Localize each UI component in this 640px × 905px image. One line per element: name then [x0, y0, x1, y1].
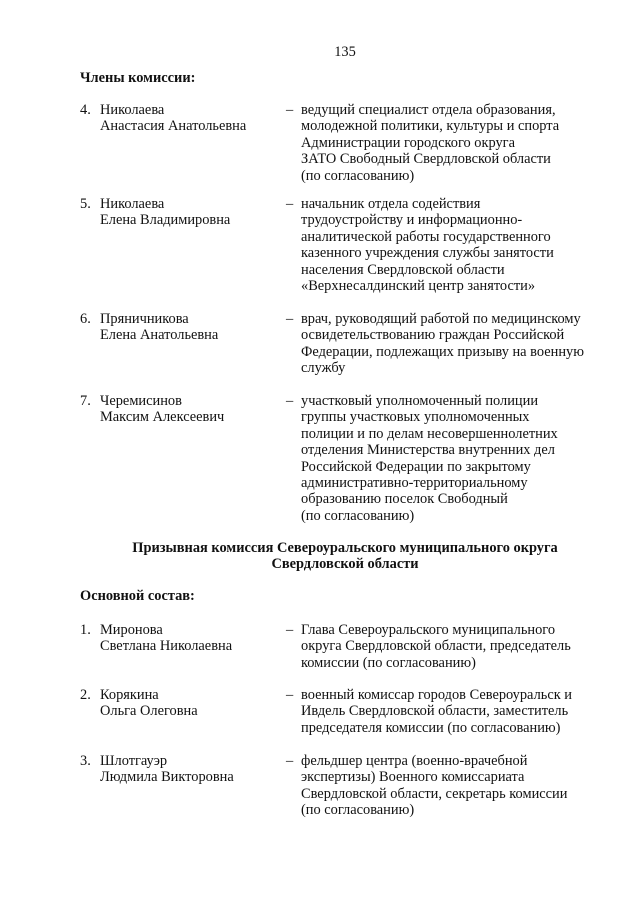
position-line: освидетельствованию граждан Российской	[301, 327, 565, 344]
member-name	[100, 311, 290, 344]
position-line: полиции и по делам несовершеннолетних	[301, 425, 558, 442]
member-surname: Черемисинов	[100, 393, 182, 409]
member-name	[100, 687, 290, 720]
dash-separator: –	[286, 753, 294, 769]
member-surname: Корякина	[100, 687, 159, 703]
member-given-names: Людмила Викторовна	[100, 769, 234, 786]
position-line: молодежной политики, культуры и спорта	[301, 118, 560, 135]
position-line: службу	[301, 360, 346, 377]
member-position	[301, 393, 626, 524]
position-line: группы участковых уполномоченных	[301, 409, 530, 426]
entry-number: 4.	[80, 102, 91, 118]
member-position	[301, 102, 626, 184]
position-line: (по согласованию)	[301, 507, 415, 524]
member-position	[301, 687, 626, 736]
member-surname: Миронова	[100, 622, 163, 638]
member-name	[100, 102, 290, 135]
position-line: населения Свердловской области	[301, 261, 505, 278]
position-line: Российской Федерации по закрытому	[301, 458, 531, 475]
dash-separator: –	[286, 687, 294, 703]
member-given-names: Анастасия Анатольевна	[100, 118, 247, 135]
position-line: военный комиссар городов Североуральск и	[301, 687, 572, 703]
main-composition-heading: Основной состав:	[80, 588, 195, 604]
member-given-names: Ольга Олеговна	[100, 703, 198, 720]
entry-number: 3.	[80, 753, 91, 769]
position-line: (по согласованию)	[301, 167, 415, 184]
page-number: 135	[334, 44, 356, 60]
member-surname: Николаева	[100, 102, 165, 118]
member-name	[100, 196, 290, 229]
position-line: округа Свердловской области, председатель	[301, 638, 571, 655]
position-line: административно-территориальному	[301, 475, 528, 492]
dash-separator: –	[286, 102, 294, 118]
entry-number: 5.	[80, 196, 91, 212]
position-line: аналитической работы государственного	[301, 228, 551, 245]
dash-separator: –	[286, 196, 294, 212]
position-line: участковый уполномоченный полиции	[301, 393, 539, 409]
member-name	[100, 622, 290, 655]
dash-separator: –	[286, 393, 294, 409]
position-line: казенного учреждения службы занятости	[301, 245, 554, 262]
member-name	[100, 753, 290, 786]
commission-title	[80, 540, 610, 573]
position-line: Глава Североуральского муниципального	[301, 622, 556, 638]
member-surname: Пряничникова	[100, 311, 189, 327]
entry-number: 1.	[80, 622, 91, 638]
member-position	[301, 622, 626, 671]
dash-separator: –	[286, 311, 294, 327]
member-given-names: Светлана Николаевна	[100, 638, 233, 655]
entry-number: 7.	[80, 393, 91, 409]
member-surname: Николаева	[100, 196, 165, 212]
position-line: Администрации городского округа	[301, 134, 515, 151]
position-line: Ивдель Свердловской области, заместитель	[301, 703, 569, 720]
members-heading: Члены комиссии:	[80, 70, 196, 86]
entry-number: 2.	[80, 687, 91, 703]
dash-separator: –	[286, 622, 294, 638]
member-given-names: Максим Алексеевич	[100, 409, 225, 426]
member-surname: Шлотгауэр	[100, 753, 168, 769]
position-line: ведущий специалист отдела образования,	[301, 102, 556, 118]
position-line: экспертизы) Военного комиссариата	[301, 769, 525, 786]
position-line: отделения Министерства внутренних дел	[301, 442, 555, 459]
position-line: Федерации, подлежащих призыву на военную	[301, 343, 584, 360]
position-line: комиссии (по согласованию)	[301, 654, 476, 671]
position-line: (по согласованию)	[301, 802, 415, 819]
position-line: образованию поселок Свободный	[301, 491, 508, 508]
commission-title-line: Призывная комиссия Североуральского муниципального округа	[132, 540, 558, 556]
position-line: Свердловской области, секретарь комиссии	[301, 785, 568, 802]
member-position	[301, 753, 626, 819]
position-line: фельдшер центра (военно-врачебной	[301, 753, 528, 769]
position-line: трудоустройству и информационно-	[301, 212, 523, 229]
member-name	[100, 393, 290, 426]
position-line: начальник отдела содействия	[301, 196, 481, 212]
position-line: ЗАТО Свободный Свердловской области	[301, 151, 551, 168]
member-position	[301, 311, 626, 377]
entry-number: 6.	[80, 311, 91, 327]
member-given-names: Елена Анатольевна	[100, 327, 219, 344]
commission-title-line: Свердловской области	[271, 556, 419, 573]
member-given-names: Елена Владимировна	[100, 212, 231, 229]
position-line: председателя комиссии (по согласованию)	[301, 719, 561, 736]
position-line: врач, руководящий работой по медицинскому	[301, 311, 581, 327]
position-line: «Верхнесалдинский центр занятости»	[301, 278, 536, 295]
member-position	[301, 196, 626, 294]
